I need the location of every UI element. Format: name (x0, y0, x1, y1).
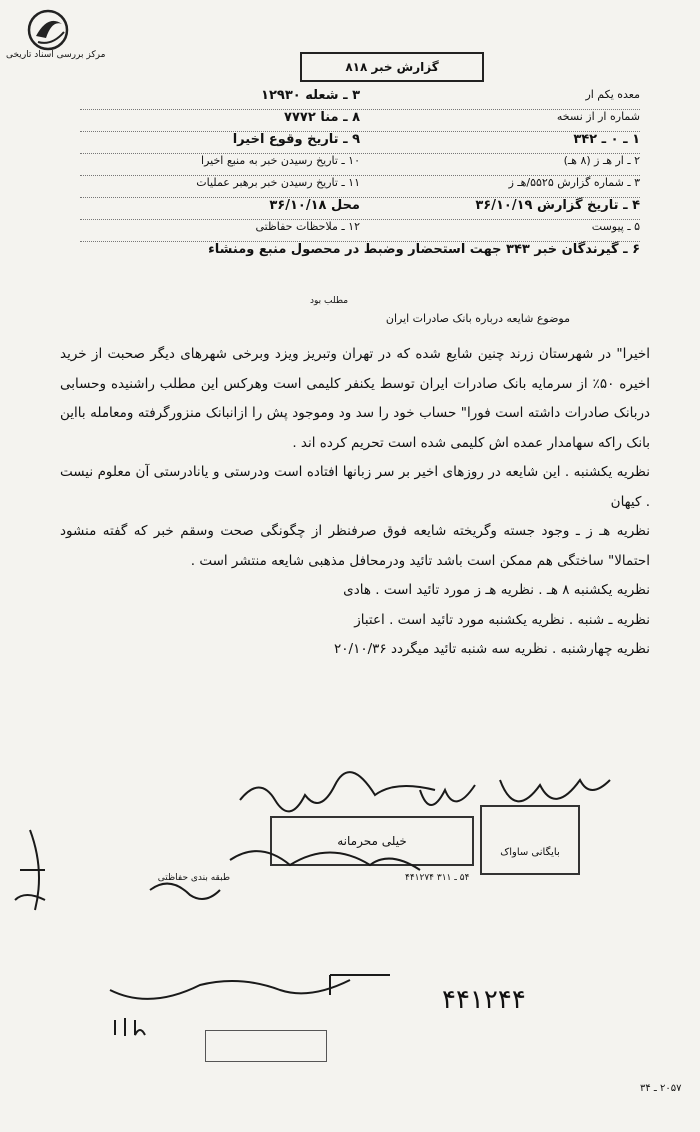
signature-mark (230, 851, 420, 870)
field-right: ۵ ـ پیوست (591, 220, 640, 233)
field-right: معده یکم ار (585, 88, 640, 101)
field-right: ۶ ـ گیرندگان خبر ۳۴۳ جهت استحضار وضبط در محصول منبع ومنشاء (208, 242, 640, 257)
paragraph: نظریه یکشنبه ۸ هـ . نظریه هـ ز مورد تائید است . هادی (343, 582, 650, 598)
signature-mark (115, 1018, 145, 1036)
footer-number: ۲۰۵۷ ـ ۳۴ (640, 1083, 682, 1094)
archive-stamp: بایگانی ساواک (480, 805, 580, 875)
paragraph: نظریه یکشنبه . این شایعه در روزهای اخیر بر سر زبانها افتاده است ودرستی و یانادرستی آن معلوم نیست . کیهان (60, 464, 650, 510)
field-right: ۴ ـ تاریخ گزارش ۳۶/۱۰/۱۹ (475, 198, 640, 213)
field-left: ۸ ـ منا ۷۷۷۲ (284, 110, 360, 125)
subject-line: موضوع شایعه درباره بانک صادرات ایران (385, 312, 570, 325)
signature-mark (15, 830, 45, 910)
signature-mark (150, 884, 220, 899)
archive-number: ۴۴۱۲۴۴ (442, 985, 526, 1015)
paragraph: نظریه چهارشنبه . نظریه سه شنبه تائید میگردد ۲۰/۱۰/۳۶ (334, 641, 650, 657)
field-left: ۱۱ ـ تاریخ رسیدن خبر برهبر عملیات (196, 176, 360, 189)
field-left: ۱۰ ـ تاریخ رسیدن خبر به منبع اخیرا (201, 154, 360, 167)
report-title: گزارش خبر ۸۱۸ (300, 52, 484, 82)
dashed-box (205, 1030, 327, 1062)
field-left: محل ۳۶/۱۰/۱۸ (269, 198, 360, 213)
field-left: ۹ ـ تاریخ وقوع اخیرا (232, 132, 360, 147)
signature-mark (500, 780, 610, 801)
field-right: شماره ار از نسخه (556, 110, 640, 123)
field-right: ۱ ـ ۰ ـ ۳۴۲ (573, 132, 640, 147)
org-name: مرکز بررسی اسناد تاریخی (6, 50, 106, 60)
paragraph: نظریه ـ شنبه . نظریه یکشنبه مورد تائید است . اعتباز (354, 611, 650, 628)
archive-caption: ۵۴ ـ ۳۱۱ ۴۴۱۲۷۴ (405, 873, 470, 883)
classification-stamp: خیلی محرمانه (270, 816, 474, 866)
field-right: ۲ ـ ار هـ ز (۸ هـ) (563, 154, 640, 167)
paragraph: نظریه هـ ز ـ وجود جسته وگریخته شایعه فوق صرفنظر از چگونگی صحت وسقم خبر که گفته منشود احتمالا" ساختگی هم ممکن است باشد تائید ودرمحافل مذهبی شایعه منتشر است . (60, 523, 650, 569)
field-left: ۳ ـ شعله ۱۲۹۳۰ (261, 88, 360, 103)
signature-mark (240, 772, 435, 811)
signature-mark (110, 980, 350, 999)
field-right: ۳ ـ شماره گزارش ۵۵۲۵/هـ ز (508, 176, 640, 189)
classification-caption: طبقه بندی حفاظتی (157, 873, 230, 883)
field-left: ۱۲ ـ ملاحظات حفاظتی (255, 220, 360, 233)
paragraph: اخیرا" در شهرستان زرند چنین شایع شده که در تهران وتبریز ویزد وبرخی شهرهای دیگر صحبت از خرید اخیره ۵۰٪ از سرمایه بانک صادرات ایران توسط یکنفر کلیمی است وهرکس این مطلب راشنیده وحسابی دربانک صادرات داشته است فورا" حساب خود را سد ود وموجود پش را ازانبانک منزورگرفته ومعامله بااین بانک راکه سهامدار عمده اش کلیمی شده است تحریم کرده اند . (60, 346, 651, 451)
subject-note: مطلب بود (310, 296, 349, 306)
